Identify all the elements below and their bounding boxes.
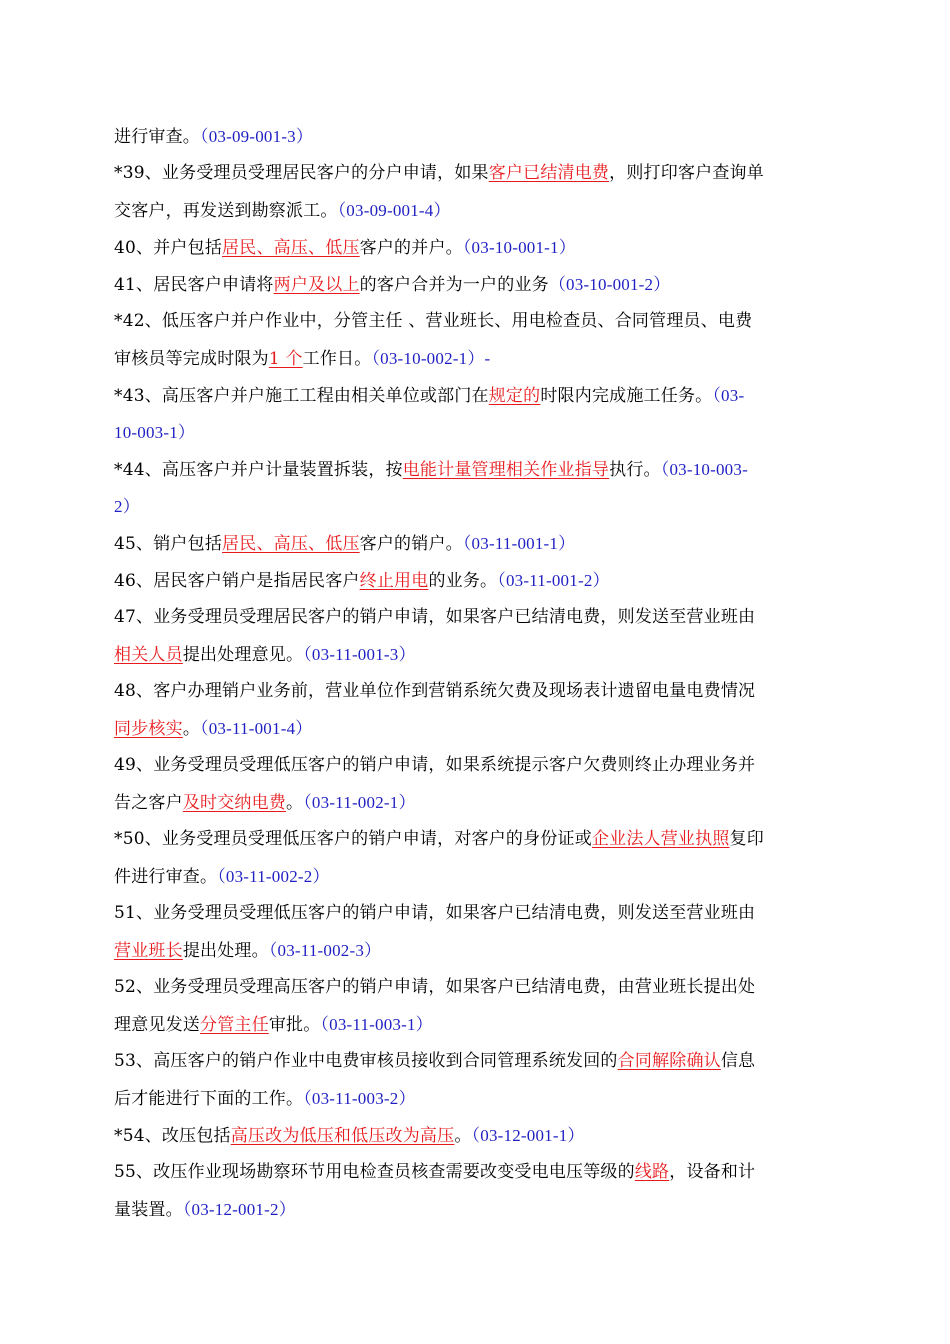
- question-code: （03-10-003-: [660, 460, 748, 479]
- question-code: 2）: [114, 497, 140, 516]
- question-code: 10-003-1）: [114, 423, 196, 442]
- answer-blank: 线路: [634, 1162, 670, 1182]
- text-line: [114, 858, 838, 895]
- question-text: 48、客户办理销户业务前，营业单位作到营销系统欠费及现场表计遗留电量电费情况: [114, 681, 756, 701]
- text-line: [114, 340, 838, 377]
- text-line: [114, 784, 838, 821]
- question-text: 工作日。: [302, 349, 372, 369]
- question-text: 交客户，再发送到勘察派工。: [114, 201, 338, 221]
- text-line: [114, 673, 838, 710]
- question-text: 46、居民客户销户是指居民客户: [114, 571, 360, 591]
- question-code: （03-11-002-3）: [268, 941, 382, 960]
- text-line: [114, 488, 838, 525]
- text-line: [114, 821, 838, 858]
- answer-blank: 相关人员: [114, 645, 183, 665]
- question-text: 45、销户包括: [114, 534, 223, 554]
- question-code: （03-10-002-1）-: [371, 349, 491, 368]
- question-text: ，则打印客户查询单: [609, 163, 764, 183]
- answer-blank: 同步核实: [114, 719, 183, 739]
- question-text: 52、业务受理员受理高压客户的销户申请，如果客户已结清电费，由营业班长提出处: [114, 977, 756, 997]
- question-text: 47、业务受理员受理居民客户的销户申请，如果客户已结清电费，则发送至营业班由: [114, 607, 756, 627]
- question-text: 进行审查。: [114, 127, 200, 147]
- question-text: *44、高压客户并户计量装置拆装，按: [114, 460, 403, 480]
- question-text: 。: [286, 793, 304, 813]
- question-text: 53、高压客户的销户作业中电费审核员接收到合同管理系统发回的: [114, 1051, 618, 1071]
- question-text: 49、业务受理员受理低压客户的销户申请，如果系统提示客户欠费则终止办理业务并: [114, 755, 756, 775]
- text-line: [114, 562, 838, 599]
- question-code: （03-11-002-2）: [217, 867, 330, 886]
- text-line: [114, 118, 838, 155]
- question-text: 。: [454, 1126, 472, 1146]
- question-code: （03-11-001-1）: [462, 534, 576, 553]
- text-line: [114, 1191, 838, 1228]
- question-code: （03-11-001-3）: [303, 645, 416, 664]
- question-text: 时限内完成施工任务。: [540, 386, 713, 406]
- question-code: （03-: [712, 386, 745, 405]
- question-code: （03-10-001-1）: [462, 238, 576, 257]
- text-line: [114, 525, 838, 562]
- question-code: （03-12-001-1）: [471, 1126, 585, 1145]
- text-line: [114, 710, 838, 747]
- text-line: [114, 747, 838, 784]
- text-line: [114, 969, 838, 1006]
- question-text: ，设备和计: [669, 1162, 756, 1182]
- question-text: 提出处理。: [182, 941, 269, 961]
- answer-blank: 1 个: [268, 349, 303, 369]
- text-line: [114, 636, 838, 673]
- text-line: [114, 155, 838, 192]
- question-text: 后才能进行下面的工作。: [114, 1089, 304, 1109]
- answer-blank: 电能计量管理相关作业指导: [402, 460, 610, 480]
- question-text: 51、业务受理员受理低压客户的销户申请，如果客户已结清电费，则发送至营业班由: [114, 903, 756, 923]
- question-text: *50、业务受理员受理低压客户的销户申请，对客户的身份证或: [114, 829, 592, 849]
- question-code: （03-09-001-3）: [200, 127, 314, 146]
- question-text: 复印: [729, 829, 764, 849]
- question-text: 告之客户: [114, 793, 183, 813]
- text-line: [114, 932, 838, 969]
- text-line: [114, 599, 838, 636]
- question-text: *43、高压客户并户施工工程由相关单位或部门在: [114, 386, 489, 406]
- answer-blank: 客户已结清电费: [488, 163, 610, 183]
- question-text: *39、业务受理员受理居民客户的分户申请，如果: [114, 163, 489, 183]
- question-text: *42、低压客户并户作业中，分管主任 、营业班长、用电检查员、合同管理员、电费: [114, 311, 753, 331]
- question-text: 审核员等完成时限为: [114, 349, 269, 369]
- question-text: 件进行审查。: [114, 867, 218, 887]
- question-text: 。: [182, 719, 201, 739]
- question-code: （03-11-002-1）: [303, 793, 416, 812]
- text-line: [114, 1080, 838, 1117]
- text-line: [114, 451, 838, 488]
- text-line: [114, 414, 838, 451]
- answer-blank: 居民、高压、低压: [222, 534, 360, 554]
- question-code: （03-11-001-2）: [497, 571, 610, 590]
- question-text: 55、改压作业现场勘察环节用电检查员核查需要改变受电电压等级的: [114, 1162, 635, 1182]
- question-text: 客户的销户。: [359, 534, 463, 554]
- answer-blank: 终止用电: [359, 571, 429, 591]
- question-text: 的业务。: [428, 571, 498, 591]
- text-line: [114, 1154, 838, 1191]
- text-line: [114, 266, 838, 303]
- question-code: （03-11-003-1）: [320, 1015, 433, 1034]
- answer-blank: 规定的: [488, 386, 541, 406]
- question-text: 信息: [720, 1051, 756, 1071]
- question-text: 的客户合并为一户的业务: [359, 275, 549, 295]
- text-line: [114, 1006, 838, 1043]
- question-text: 提出处理意见。: [182, 645, 304, 665]
- text-line: [114, 895, 838, 932]
- question-code: （03-12-001-2）: [182, 1200, 296, 1219]
- text-line: [114, 377, 838, 414]
- text-line: [114, 229, 838, 266]
- question-text: 理意见发送: [114, 1015, 200, 1035]
- text-line: [114, 1117, 838, 1154]
- question-text: 客户的并户。: [359, 238, 463, 258]
- text-line: [114, 1043, 838, 1080]
- question-text: 41、居民客户申请将: [114, 275, 274, 295]
- answer-blank: 高压改为低压和低压改为高压: [230, 1126, 455, 1146]
- question-code: （03-09-001-4）: [337, 201, 451, 220]
- question-text: 40、并户包括: [114, 238, 223, 258]
- question-code: （03-11-001-4）: [200, 719, 313, 738]
- answer-blank: 企业法人营业执照: [591, 829, 730, 849]
- question-text: 量装置。: [114, 1200, 183, 1220]
- answer-blank: 营业班长: [114, 941, 183, 961]
- question-text: *54、改压包括: [114, 1126, 231, 1146]
- text-line: [114, 303, 838, 340]
- answer-blank: 分管主任: [200, 1015, 269, 1035]
- question-text: 执行。: [609, 460, 661, 480]
- question-code: （03-11-003-2）: [303, 1089, 416, 1108]
- answer-blank: 及时交纳电费: [182, 793, 287, 813]
- answer-blank: 居民、高压、低压: [222, 238, 360, 258]
- question-text: 审批。: [268, 1015, 321, 1035]
- question-code: （03-10-001-2）: [548, 275, 671, 294]
- document-body: [114, 118, 838, 1228]
- text-line: [114, 192, 838, 229]
- answer-blank: 合同解除确认: [617, 1051, 721, 1071]
- answer-blank: 两户及以上: [273, 275, 360, 295]
